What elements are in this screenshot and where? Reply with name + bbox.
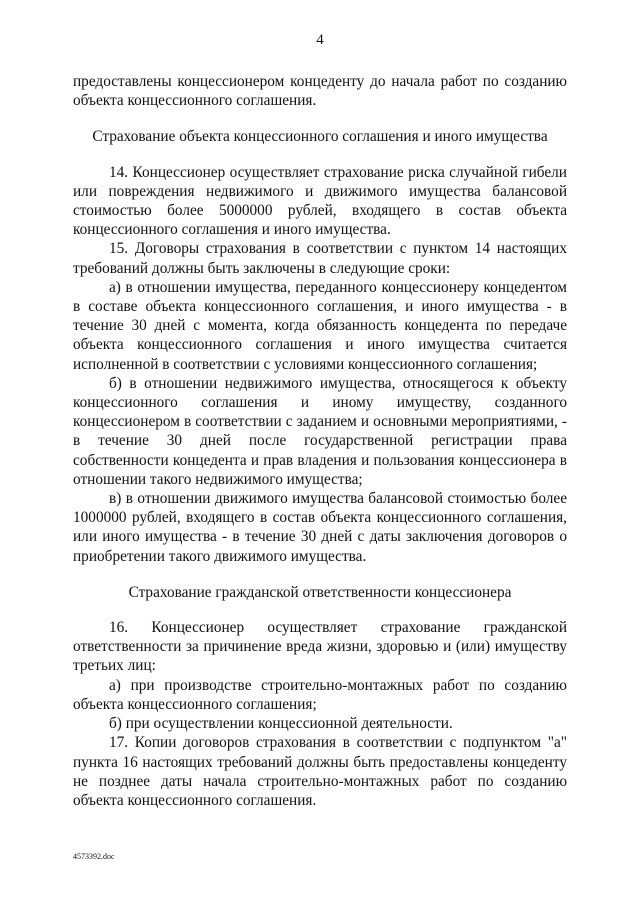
footer-file-code: 4573392.doc (73, 852, 115, 861)
page-number: 4 (316, 32, 324, 48)
clause-14: 14. Концессионер осуществляет страхование риска случайной гибели или повреждения недвижимого и движимого имущества балансовой стоимостью более 5000000 рублей, входящего в состав объекта концессионного соглашения и иного имущества. (73, 163, 567, 239)
clause-16-a: а) при производстве строительно-монтажных работ по созданию объекта концессионного соглашения; (73, 676, 567, 713)
clause-15-v: в) в отношении движимого имущества балансовой стоимостью более 1000000 рублей, входящего в состав объекта концессионного соглашения, или иного имущества - в течение 30 дней с даты заключения договоров о приобретении такого движимого имущества. (73, 490, 567, 565)
clause-16-b: б) при осуществлении концессионной деятельности. (109, 715, 453, 733)
clause-16: 16. Концессионер осуществляет страхование гражданской ответственности за причинение вреда жизни, здоровью и (или) имуществу третьих лиц: (73, 619, 567, 675)
section-heading-property-insurance: Страхование объекта концессионного соглашения и иного имущества (92, 128, 548, 146)
document-body (73, 72, 567, 810)
section-heading-liability-insurance: Страхование гражданской ответственности концессионера (128, 583, 512, 601)
clause-15: 15. Договоры страхования в соответствии с пунктом 14 настоящих требований должны быть заключены в следующие сроки: (73, 240, 567, 277)
clause-17: 17. Копии договоров страхования в соответствии с подпунктом "а" пункта 16 настоящих требований должны быть предоставлены концеденту не позднее даты начала строительно-монтажных работ по созданию объекта концессионного соглашения. (73, 734, 567, 809)
paragraph-continuation: предоставлены концессионером концеденту до начала работ по созданию объекта концессионного соглашения. (73, 73, 567, 110)
clause-15-a: а) в отношении имущества, переданного концессионеру концедентом в составе объекта концессионного соглашения, и иного имущества - в течение 30 дней с момента, когда обязанность концедента по передаче объекта концессионного соглашения и иного имущества считается исполненной в соответствии с условиями концессионного соглашения; (73, 278, 567, 373)
clause-15-b: б) в отношении недвижимого имущества, относящегося к объекту концессионного соглашения и иному имуществу, созданного концессионером в соответствии с заданием и основными мероприятиями, - в течение 30 дней после государственной регистрации права собственности концедента и прав владения и пользования концессионера в отношении такого недвижимого имущества; (73, 374, 567, 488)
